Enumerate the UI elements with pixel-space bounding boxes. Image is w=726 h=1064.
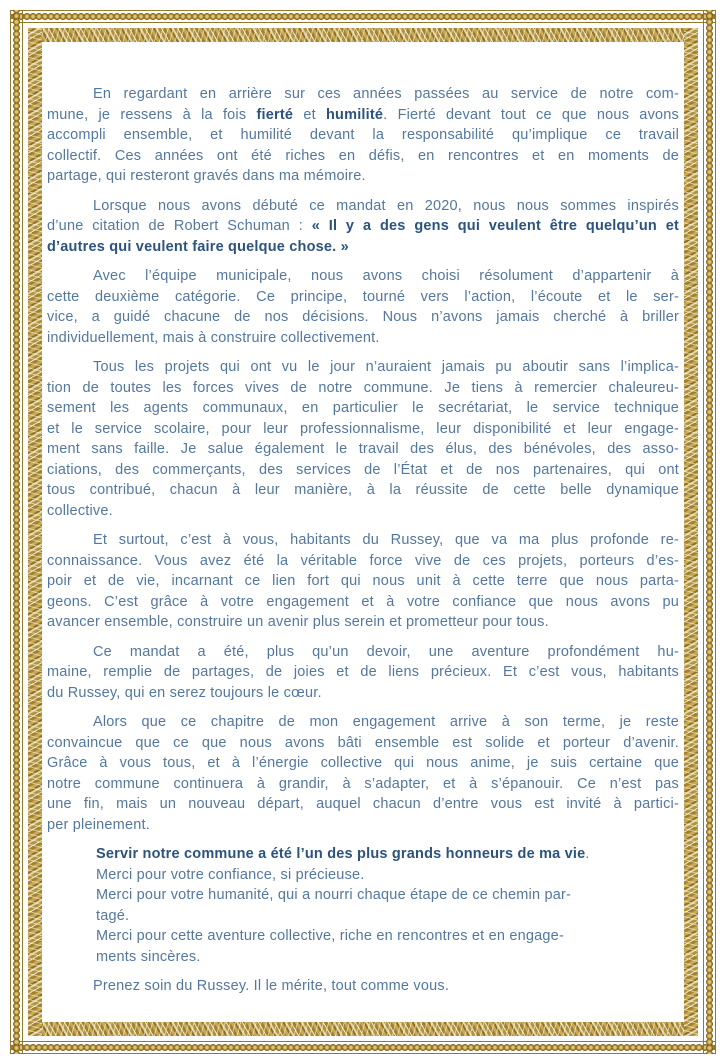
paragraph [47,530,679,633]
text-line [47,683,679,704]
text-segment: poir et de vie, incarnant ce lien fort qui nous unit à cette terre que nous parta- [47,573,679,589]
text-line [96,947,679,968]
text-line [96,844,679,865]
text-segment: d’une citation de Robert Schuman : [47,218,312,234]
inner-glitter-border-bottom [28,1022,698,1036]
text-line [47,166,679,187]
inner-glitter-border-right [684,28,698,1036]
text-segment: . Fierté devant tout ce que nous avons [383,106,679,123]
paragraph [47,976,679,997]
paragraph [47,712,679,835]
text-line [47,551,679,572]
text-line [47,125,679,146]
text-segment: accompli ensemble, et humilité devant la responsabilité qu’implique ce travail [47,127,679,143]
text-segment: geons. C’est grâce à votre engagement et à votre confiance que nous avons pu [47,593,679,610]
paragraph [47,642,679,704]
text-line [47,357,679,378]
text-line [47,287,679,308]
text-line [96,885,679,906]
text-line [47,266,679,287]
bold-text-segment: fierté [256,106,294,123]
text-line [47,612,679,633]
text-line [47,398,679,419]
text-line [47,439,679,460]
text-segment: tagé. [96,907,130,924]
text-line [47,753,679,774]
text-segment: une fin, mais un nouveau départ, auquel chacun d’entre vous est invité à partici- [47,796,679,812]
text-line [47,146,679,167]
paragraph [47,196,679,258]
text-line [96,865,679,886]
text-line [47,419,679,440]
text-line [47,328,679,349]
text-line [47,105,679,126]
text-segment: Merci pour cette aventure collective, riche en rencontres et en engage- [96,928,564,944]
paragraph [47,84,679,187]
text-segment: connaissance. Vous avez été la véritable force vive de ces projets, porteurs d’es- [47,552,679,569]
text-segment: tous contribué, chacun à leur manière, à la réussite de cette belle dynamique [47,482,679,498]
paragraph [47,266,679,348]
text-segment: maine, remplie de partages, de joies et de liens précieux. Et c’est vous, habitants [47,664,679,680]
inner-glitter-border-top [28,28,698,42]
text-line [47,84,679,105]
text-line [47,460,679,481]
outer-bead-border-left [10,10,23,1054]
text-line [47,592,679,613]
text-segment: En regardant en arrière sur ces années passées au service de notre com- [93,86,679,102]
text-segment: ments sincères. [96,948,201,965]
inner-glitter-border-left [28,28,42,1036]
text-line [47,774,679,795]
text-line [47,571,679,592]
text-segment: vice, a guidé chacune de nos décisions. Nous n’avons jamais cherché à briller [47,309,679,325]
text-line [47,794,679,815]
text-segment: Lorsque nous avons débuté ce mandat en 2020, nous nous sommes inspirés [93,197,679,214]
bold-text-segment: d’autres qui veulent faire quelque chose. » [47,238,349,255]
text-line [47,815,679,836]
text-line [47,976,679,997]
text-segment: Ce mandat a été, plus qu’un devoir, une aventure profondément hu- [93,643,679,660]
text-segment: cette deuxième catégorie. Ce principe, tourné vers l’action, l’écoute et le ser- [47,288,679,305]
text-line [47,237,679,258]
text-segment: collectif. Ces années ont été riches en défis, en rencontres et en moments de [47,147,679,164]
text-segment: individuellement, mais à construire collectivement. [47,329,380,346]
text-line [47,501,679,522]
text-segment: du Russey, qui en serez toujours le cœur. [47,684,322,701]
text-segment: Grâce à vous tous, et à l’énergie collective qui nous anime, je suis certaine que [47,755,679,771]
text-segment: convaincue que ce que nous avons bâti ensemble est solide et porteur d’avenir. [47,734,679,751]
text-line [47,480,679,501]
text-segment: et [293,106,326,123]
text-segment: et le service scolaire, pour leur professionnalisme, leur disponibilité et leur engage- [47,420,679,437]
text-segment: . [585,846,590,862]
text-line [47,378,679,399]
outer-bead-border-right [703,10,716,1054]
outer-bead-border-top [10,10,716,23]
text-segment: Prenez soin du Russey. Il le mérite, tout comme vous. [93,978,450,994]
text-line [96,906,679,927]
text-segment: per pleinement. [47,816,150,833]
text-segment: ciations, des commerçants, des services de l’État et de nos partenaires, qui ont [47,461,679,478]
text-line [47,530,679,551]
text-line [47,307,679,328]
text-line [47,662,679,683]
text-segment: ment sans faille. Je salue également le travail des élus, des bénévoles, des asso- [47,441,679,457]
paragraph [47,357,679,521]
text-line [47,642,679,663]
text-segment: partage, qui resteront gravés dans ma mémoire. [47,168,366,184]
text-segment: Merci pour votre confiance, si précieuse. [96,866,365,883]
text-segment: Tous les projets qui ont vu le jour n’auraient jamais pu aboutir sans l’implica- [93,359,679,375]
bold-text-segment: Servir notre commune a été l’un des plus grands honneurs de ma vie [96,846,586,862]
text-segment: collective. [47,502,113,519]
bold-text-segment: « Il y a des gens qui veulent être quelqu’un et [311,218,680,234]
text-segment: mune, je ressens à la fois [47,106,257,123]
text-line [47,196,679,217]
text-segment: Merci pour votre humanité, qui a nourri chaque étape de ce chemin par- [96,887,572,903]
text-segment: Et surtout, c’est à vous, habitants du Russey, que va ma plus profonde re- [93,532,679,548]
text-segment: sement les agents communaux, en particulier le secrétariat, le service technique [47,400,679,416]
text-segment: avancer ensemble, construire un avenir plus serein et prometteur pour tous. [47,614,549,630]
text-line [96,926,679,947]
bold-text-segment: humilité [325,106,384,123]
outer-bead-border-bottom [10,1041,716,1054]
text-line [47,216,679,237]
text-line [47,712,679,733]
text-segment: tion de toutes les forces vives de notre commune. Je tiens à remercier chaleureu- [47,379,679,396]
text-segment: notre commune continuera à grandir, à s’adapter, et à s’épanouir. Ce n’est pas [47,775,679,792]
text-segment: Avec l’équipe municipale, nous avons choisi résolument d’appartenir à [93,268,679,284]
letter-body [47,84,679,997]
paragraph [96,844,679,967]
text-line [47,733,679,754]
text-segment: Alors que ce chapitre de mon engagement arrive à son terme, je reste [93,714,679,730]
